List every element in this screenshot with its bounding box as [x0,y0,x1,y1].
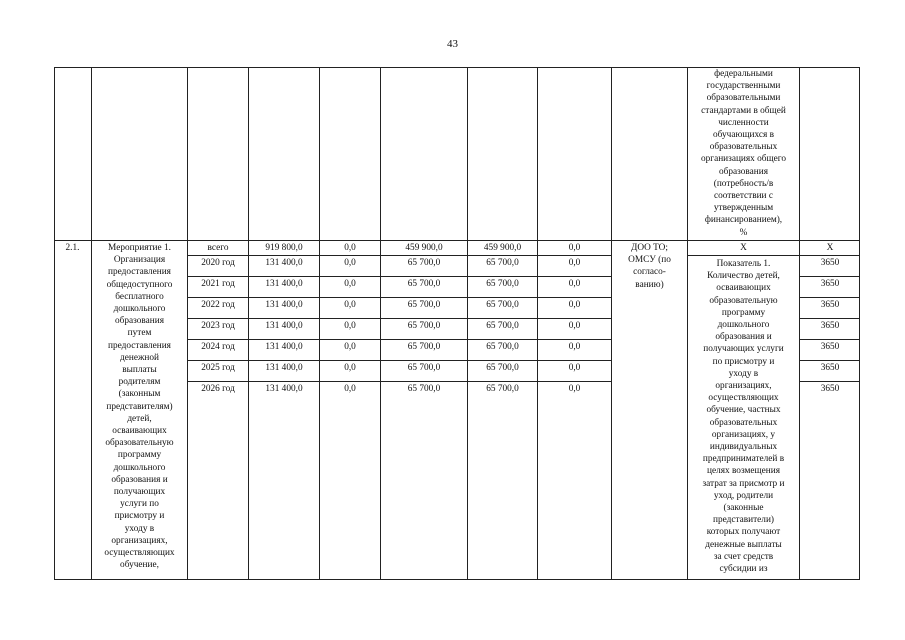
indicator-line: уходу в [728,368,759,379]
federal-cell: 0,0 [344,279,356,289]
indicator-line: обучение, частных [706,405,781,416]
local-cell: 65 700,0 [486,258,519,268]
period-cell: 2021 год [201,279,235,289]
regional-cell: 65 700,0 [407,384,441,394]
measure-title-line: детей, [127,413,152,424]
federal-cell: 0,0 [344,384,356,394]
other-cell: 0,0 [568,279,581,289]
executor-line: ОМСУ (по [628,255,671,266]
measure-title-line: представителям) [106,401,173,412]
indicator-line: (законные [723,503,764,514]
other-cell: 0,0 [568,363,581,373]
indicator-line: уход, родители [713,490,774,501]
measure-title-line: образования и [111,474,168,485]
indicator-line: по присмотру и [712,356,775,367]
indicator-text [688,258,799,575]
top-indicator-line: стандартами в общей [701,105,786,116]
total-cell: 131 400,0 [265,363,303,373]
regional-cell: 65 700,0 [407,363,441,373]
page-number: 43 [447,38,458,50]
period-cell: всего [207,243,229,253]
federal-cell: 0,0 [344,258,356,268]
measure-title-line: денежной [120,352,159,363]
top-indicator-line: (потребность/в [713,178,774,189]
indicator-line: которых получают [706,527,781,538]
measure-title-line: путем [127,328,152,339]
indicator-value-cell: 3650 [820,321,840,331]
period-cell: 2023 год [201,321,235,331]
other-cell: 0,0 [568,321,581,331]
total-cell: 131 400,0 [265,321,303,331]
indicator-line: образовательную [709,295,778,306]
indicator-value-cell: 3650 [820,279,840,289]
total-cell: 131 400,0 [265,300,303,310]
indicator-cell [688,257,799,579]
top-indicator-line: обучающихся в [712,130,775,141]
local-cell: 65 700,0 [486,321,519,331]
indicator-line: затрат за присмотр и [702,478,785,489]
total-cell: 131 400,0 [265,342,303,352]
measure-title-line: обучение, [120,560,159,571]
top-indicator-line: образовательными [706,93,781,104]
measure-title-line: присмотру и [114,511,165,522]
top-indicator-line: % [739,227,748,238]
executor-line: ванию) [635,279,664,290]
top-indicator-cell [688,68,799,240]
measure-title-line: услуги по [120,499,159,510]
measure-title-line: дошкольного [113,304,166,315]
indicator-line: субсидии из [719,564,768,575]
total-cell: 919 800,0 [265,243,303,253]
indicator-line: представители) [712,515,775,526]
measure-title-line: предоставления [108,267,171,278]
measure-title-line: осуществляющих [104,548,175,559]
measure-title-line: образовательную [105,438,174,449]
federal-cell: 0,0 [344,363,356,373]
period-cell: 2022 год [201,300,235,310]
federal-cell: 0,0 [344,342,356,352]
local-cell: 65 700,0 [486,384,519,394]
regional-cell: 65 700,0 [407,279,441,289]
local-cell: 65 700,0 [486,363,519,373]
local-cell: 65 700,0 [486,300,519,310]
measure-title-line: общедоступного [106,279,173,290]
measure-title-line: образования [114,316,165,327]
measure-title-line: Мероприятие 1. [108,243,171,253]
indicator-line: осваивающих [716,283,771,294]
top-indicator-line: образования [718,166,769,177]
measure-title-line: программу [117,450,162,461]
local-cell: 459 900,0 [483,243,522,253]
executor-line: согласо- [633,267,666,278]
indicator-line: дошкольного [717,320,770,331]
indicator-value-cell: 3650 [820,384,840,394]
indicator-line: денежные выплаты [705,539,782,550]
measure-title-line: дошкольного [113,462,166,473]
indicator-value-cell: 3650 [820,363,840,373]
local-cell: 65 700,0 [486,279,519,289]
measure-title-line: выплаты [122,365,157,376]
measure-title-line: осваивающих [112,426,167,437]
measure-title-line: организациях, [111,535,168,546]
regional-cell: 65 700,0 [407,300,441,310]
indicator-line: целях возмещения [706,466,781,477]
indicator-line: Показатель 1. [716,259,771,269]
regional-cell: 65 700,0 [407,258,441,268]
measure-number: 2.1. [65,243,80,253]
top-indicator-line: соответствии с [714,191,773,202]
top-indicator-line: численности [718,117,769,128]
total-cell: 131 400,0 [265,258,303,268]
indicator-line: образования и [715,332,772,343]
indicator-line: образовательных [709,417,778,428]
indicator-value-cell: 3650 [820,258,840,268]
value-header: X [826,243,834,253]
period-cell: 2024 год [201,342,235,352]
regional-cell: 65 700,0 [407,321,441,331]
other-cell: 0,0 [568,300,581,310]
measure-title-line: Организация [113,255,166,266]
total-cell: 131 400,0 [265,384,303,394]
measure-title [92,242,187,571]
top-indicator-line: утвержденным [713,203,774,214]
other-cell: 0,0 [568,258,581,268]
regional-cell: 459 900,0 [405,243,443,253]
other-cell: 0,0 [568,243,581,253]
measure-title-line: родителям [118,377,161,388]
indicator-line: за счет средств [713,551,774,562]
executor-line: ДОО ТО; [631,243,668,253]
top-indicator-text [688,68,799,239]
indicator-header: X [740,243,747,253]
federal-cell: 0,0 [344,321,356,331]
top-indicator-line: образовательных [709,142,778,153]
top-indicator-line: федеральными [714,69,773,79]
top-indicator-line: организациях общего [700,154,787,165]
indicator-line: организациях, у [711,429,776,440]
period-cell: 2020 год [201,258,235,268]
executor-text [612,242,687,291]
other-cell: 0,0 [568,342,581,352]
indicator-line: осуществляющих [708,393,779,404]
period-cell: 2026 год [201,384,235,394]
indicator-value-cell: 3650 [820,342,840,352]
regional-cell: 65 700,0 [407,342,441,352]
top-indicator-line: государственными [706,81,781,92]
indicator-line: Количество детей, [707,271,780,282]
measure-title-line: (законным [118,389,161,400]
measure-title-line: уходу в [124,523,155,534]
measure-title-line: бесплатного [115,291,164,302]
measure-title-line: получающих [113,487,166,498]
indicator-line: предпринимателей в [702,454,785,465]
indicator-value-cell: 3650 [820,300,840,310]
indicator-line: индивидуальных [709,442,778,453]
federal-cell: 0,0 [344,243,356,253]
indicator-line: получающих услуги [703,344,784,355]
period-cell: 2025 год [201,363,235,373]
other-cell: 0,0 [568,384,581,394]
measure-title-line: предоставления [108,340,171,351]
local-cell: 65 700,0 [486,342,519,352]
indicator-line: программу [721,307,766,318]
top-indicator-line: финансированием), [704,215,783,226]
total-cell: 131 400,0 [265,279,303,289]
indicator-line: организациях, [715,381,772,392]
federal-cell: 0,0 [344,300,356,310]
